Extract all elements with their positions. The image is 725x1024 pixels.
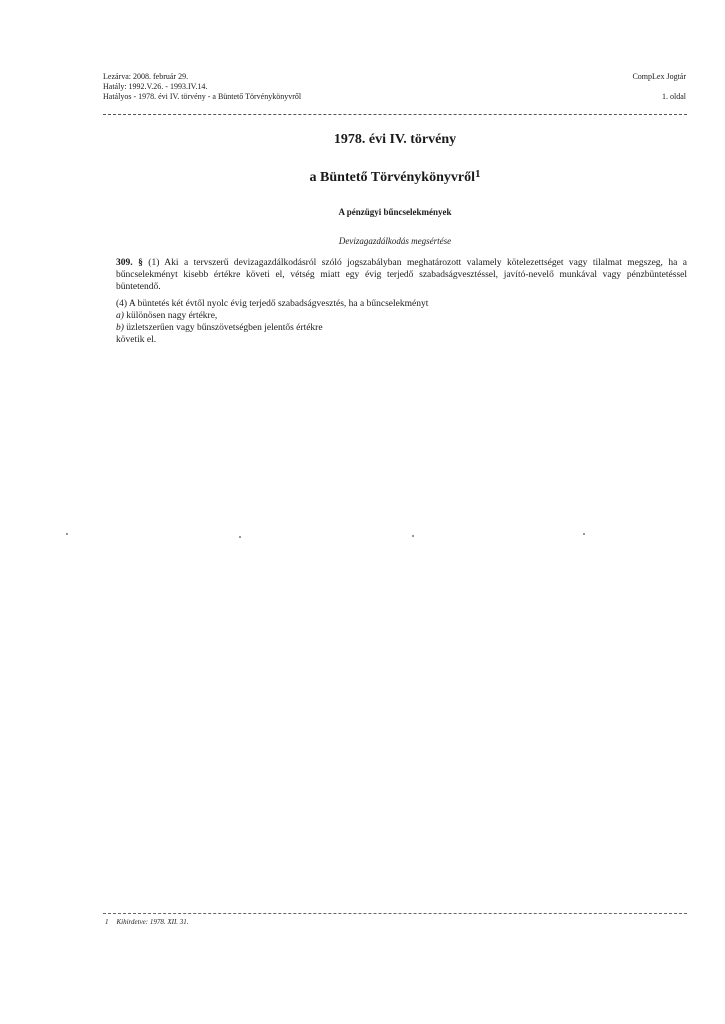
clause-closing: követik el.	[116, 335, 157, 345]
header-meta	[103, 72, 301, 102]
header-act-reference: Hatályos - 1978. évi IV. törvény - a Büntető Törvénykönyvről	[103, 92, 302, 101]
header-closed-date: Lezárva: 2008. február 29.	[103, 72, 189, 81]
list-item-label: b)	[116, 323, 124, 333]
list-item-b	[116, 322, 687, 334]
header-divider	[103, 114, 687, 115]
subsection-heading: Devizagazdálkodás megsértése	[338, 236, 452, 246]
list-item-a	[116, 310, 687, 322]
footnote	[105, 918, 189, 926]
list-item-text: üzletszerűen vagy bűnszövetségben jelentős értékre	[123, 323, 323, 333]
paragraph-309	[116, 257, 687, 293]
scan-speck	[583, 533, 585, 535]
header-effective-period: Hatály: 1992.V.26. - 1993.IV.14.	[103, 82, 208, 91]
document-subtitle-text: a Büntető Törvénykönyvről	[309, 170, 475, 185]
list-item-label: a)	[116, 311, 124, 321]
document-title: 1978. évi IV. törvény	[333, 132, 457, 147]
header-publisher: CompLex Jogtár	[632, 72, 686, 81]
list-item-text: különösen nagy értékre,	[123, 311, 218, 321]
document-subtitle	[103, 170, 687, 186]
page-number: 1. oldal	[662, 92, 686, 101]
section-heading: A pénzügyi bűncselekmények	[338, 207, 452, 217]
scan-speck	[66, 533, 68, 535]
paragraph-number: 309. §	[116, 258, 143, 268]
footnote-text: Kihirdetve: 1978. XII. 31.	[116, 918, 189, 926]
footnote-divider	[103, 913, 687, 914]
scan-speck	[412, 535, 414, 537]
scan-speck	[239, 536, 241, 538]
header-publisher-block	[632, 72, 686, 102]
footnote-reference: 1	[474, 168, 481, 180]
clause-4: (4) A büntetés két évtől nyolc évig terjedő szabadságvesztés, ha a bűncselekményt	[116, 299, 429, 309]
paragraph-text: (1) Aki a tervszerű devizagazdálkodásról szóló jogszabályban meghatározott valamely kötelezettséget vagy tilalmat megszeg, ha a bűncselekményt kisebb értékre követi el, vétség miatt egy évig terjedő szabadságvesztéssel, javító-nevelő munkával vagy pénzbüntetéssel büntetendő.	[116, 258, 687, 292]
footnote-number: 1	[105, 918, 109, 926]
